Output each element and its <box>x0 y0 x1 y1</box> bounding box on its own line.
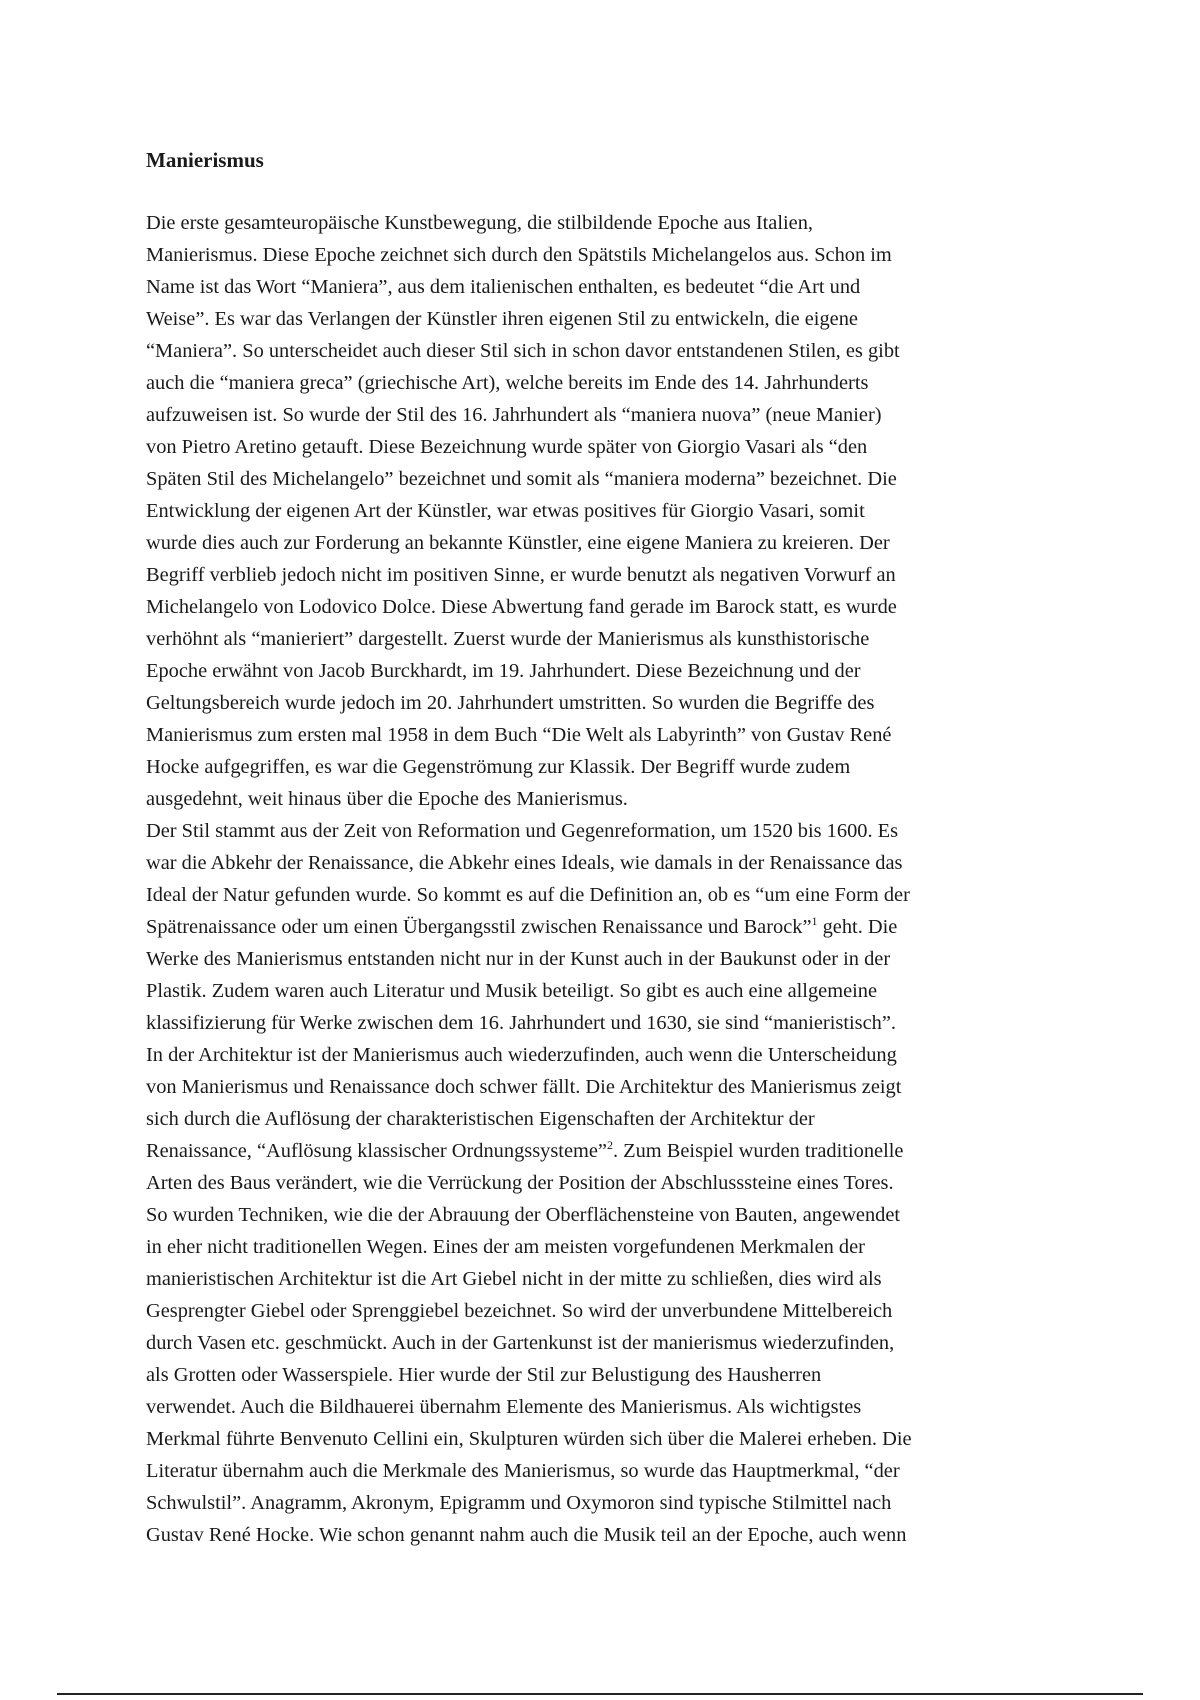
text-line-start: Spätrenaissance oder um einen Übergangsstil zwischen Renaissance und Barock” <box>146 916 812 938</box>
text-line: als Grotten oder Wasserspiele. Hier wurde der Stil zur Belustigung des Hausherren <box>146 1364 822 1386</box>
text-line-end: geht. Die <box>817 916 898 938</box>
text-line: Entwicklung der eigenen Art der Künstler, war etwas positives für Giorgio Vasari, somit <box>146 500 865 522</box>
text-line: Manierismus zum ersten mal 1958 in dem Buch “Die Welt als Labyrinth” von Gustav René <box>146 724 892 746</box>
footnote-separator <box>57 1693 1143 1695</box>
text-line: durch Vasen etc. geschmückt. Auch in der Gartenkunst ist der manierismus wiederzufinden, <box>146 1332 895 1354</box>
text-line: Plastik. Zudem waren auch Literatur und Musik beteiligt. So gibt es auch eine allgemeine <box>146 980 878 1002</box>
text-line-with-footnote <box>146 911 1086 943</box>
text-line: ausgedehnt, weit hinaus über die Epoche des Manierismus. <box>146 788 628 810</box>
text-line: aufzuweisen ist. So wurde der Stil des 16. Jahrhundert als “maniera nuova” (neue Manier) <box>146 404 882 426</box>
text-line: sich durch die Auflösung der charakteristischen Eigenschaften der Architektur der <box>146 1108 815 1130</box>
text-line: manieristischen Architektur ist die Art Giebel nicht in der mitte zu schließen, dies wird als <box>146 1268 882 1290</box>
text-line: Hocke aufgegriffen, es war die Gegenströmung zur Klassik. Der Begriff wurde zudem <box>146 756 851 778</box>
body-text <box>146 207 1086 1551</box>
text-line: So wurden Techniken, wie die der Abrauung der Oberflächensteine von Bauten, angewendet <box>146 1204 901 1226</box>
text-line: “Maniera”. So unterscheidet auch dieser Stil sich in schon davor entstandenen Stilen, es gibt <box>146 340 900 362</box>
text-line: Manierismus. Diese Epoche zeichnet sich durch den Spätstils Michelangelos aus. Schon im <box>146 244 892 266</box>
text-line: Schwulstil”. Anagramm, Akronym, Epigramm und Oxymoron sind typische Stilmittel nach <box>146 1492 892 1514</box>
text-line: Die erste gesamteuropäische Kunstbewegung, die stilbildende Epoche aus Italien, <box>146 212 814 234</box>
text-line-with-footnote <box>146 1135 1086 1167</box>
text-line: Begriff verblieb jedoch nicht im positiven Sinne, er wurde benutzt als negativen Vorwurf an <box>146 564 896 586</box>
text-line: Gustav René Hocke. Wie schon genannt nahm auch die Musik teil an der Epoche, auch wenn <box>146 1524 907 1546</box>
text-line: Werke des Manierismus entstanden nicht nur in der Kunst auch in der Baukunst oder in der <box>146 948 891 970</box>
text-line: Ideal der Natur gefunden wurde. So kommt es auf die Definition an, ob es “um eine Form der <box>146 884 910 906</box>
text-line: Der Stil stammt aus der Zeit von Reformation und Gegenreformation, um 1520 bis 1600. Es <box>146 820 899 842</box>
text-line: Gesprengter Giebel oder Sprenggiebel bezeichnet. So wird der unverbundene Mittelbereich <box>146 1300 893 1322</box>
text-line: Epoche erwähnt von Jacob Burckhardt, im 19. Jahrhundert. Diese Bezeichnung und der <box>146 660 861 682</box>
text-line: von Pietro Aretino getauft. Diese Bezeichnung wurde später von Giorgio Vasari als “den <box>146 436 868 458</box>
text-line: Weise”. Es war das Verlangen der Künstler ihren eigenen Stil zu entwickeln, die eigene <box>146 308 858 330</box>
text-line: wurde dies auch zur Forderung an bekannte Künstler, eine eigene Maniera zu kreieren. Der <box>146 532 890 554</box>
text-line-start: Renaissance, “Auflösung klassischer Ordnungssysteme” <box>146 1140 607 1162</box>
footnote-marker: 2 <box>606 1138 613 1153</box>
text-line: Arten des Baus verändert, wie die Verrückung der Position der Abschlusssteine eines Tores. <box>146 1172 894 1194</box>
text-line: war die Abkehr der Renaissance, die Abkehr eines Ideals, wie damals in der Renaissance das <box>146 852 903 874</box>
footnote-marker: 1 <box>811 914 818 929</box>
document-title: Manierismus <box>146 148 264 172</box>
text-line: Merkmal führte Benvenuto Cellini ein, Skulpturen würden sich über die Malerei erheben. Die <box>146 1428 912 1450</box>
text-line: klassifizierung für Werke zwischen dem 16. Jahrhundert und 1630, sie sind “manieristisch”. <box>146 1012 896 1034</box>
text-line: verwendet. Auch die Bildhauerei übernahm Elemente des Manierismus. Als wichtigstes <box>146 1396 862 1418</box>
text-line: auch die “maniera greca” (griechische Art), welche bereits im Ende des 14. Jahrhunderts <box>146 372 869 394</box>
text-line: Geltungsbereich wurde jedoch im 20. Jahrhundert umstritten. So wurden die Begriffe des <box>146 692 875 714</box>
text-line: In der Architektur ist der Manierismus auch wiederzufinden, auch wenn die Unterscheidung <box>146 1044 897 1066</box>
text-line: in eher nicht traditionellen Wegen. Eines der am meisten vorgefundenen Merkmalen der <box>146 1236 865 1258</box>
text-line: Literatur übernahm auch die Merkmale des Manierismus, so wurde das Hauptmerkmal, “der <box>146 1460 900 1482</box>
text-line-end: . Zum Beispiel wurden traditionelle <box>612 1140 904 1162</box>
text-line: Name ist das Wort “Maniera”, aus dem italienischen enthalten, es bedeutet “die Art und <box>146 276 861 298</box>
text-line: verhöhnt als “manieriert” dargestellt. Zuerst wurde der Manierismus als kunsthistorische <box>146 628 870 650</box>
text-line: Späten Stil des Michelangelo” bezeichnet und somit als “maniera moderna” bezeichnet. Die <box>146 468 897 490</box>
text-line: Michelangelo von Lodovico Dolce. Diese Abwertung fand gerade im Barock statt, es wurde <box>146 596 897 618</box>
text-line: von Manierismus und Renaissance doch schwer fällt. Die Architektur des Manierismus zeigt <box>146 1076 902 1098</box>
